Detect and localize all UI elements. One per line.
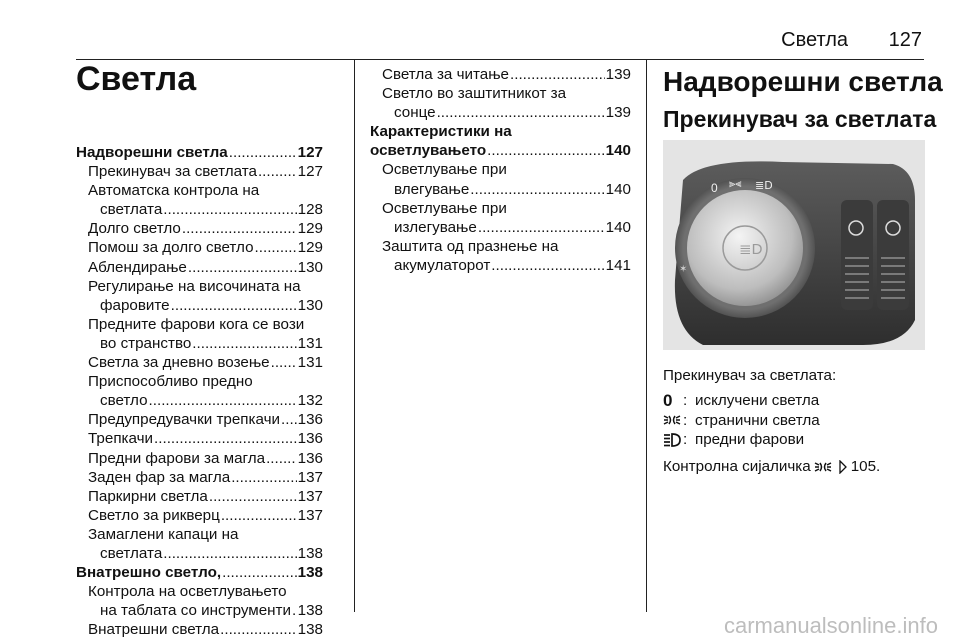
- header-page-number: 127: [888, 29, 922, 51]
- toc-entry[interactable]: [76, 487, 323, 506]
- toc-leader-dots: [222, 563, 297, 582]
- header-rule: [76, 59, 924, 60]
- toc-entry[interactable]: [76, 200, 323, 219]
- toc-entry-title: Паркирни светла: [88, 487, 208, 505]
- toc-entry-title: Светло за рикверц: [88, 506, 220, 524]
- toc-entry: Светло во заштитникот за: [382, 85, 567, 103]
- toc-entry[interactable]: [76, 353, 323, 372]
- toc-entry-title: Надворешни светла: [76, 144, 228, 161]
- legend-text: исклучени светла: [695, 392, 820, 409]
- toc-leader-dots: [255, 238, 297, 257]
- toc-entry[interactable]: [76, 620, 323, 639]
- legend-text: странични светла: [695, 411, 820, 429]
- toc-page-number[interactable]: 140: [605, 142, 631, 160]
- sun-icon: ✶: [679, 264, 688, 275]
- toc-leader-dots: [266, 449, 297, 468]
- toc-page-number[interactable]: 127: [297, 144, 323, 161]
- toc-page-number[interactable]: 138: [297, 602, 323, 620]
- toc-page-number[interactable]: 129: [297, 239, 323, 257]
- column-divider: [354, 60, 355, 612]
- control-note-text: Контролна сијаличка: [663, 458, 811, 475]
- toc-leader-dots: [188, 258, 297, 277]
- toc-entry[interactable]: [76, 258, 323, 277]
- toc-entry[interactable]: [370, 65, 631, 84]
- toc-entry[interactable]: [370, 180, 631, 199]
- figure-caption: Прекинувач за светлата:: [663, 367, 837, 384]
- toc-page-number[interactable]: 132: [297, 392, 323, 410]
- toc-leader-dots: [258, 162, 297, 181]
- toc-leader-dots: [292, 601, 297, 620]
- toc-entry-title: светлата: [100, 544, 163, 562]
- header-section-title: Светла: [781, 29, 848, 51]
- toc-entry: Предните фарови кога се вози: [88, 315, 305, 333]
- toc-leader-dots: [231, 468, 296, 487]
- toc-page-number[interactable]: 138: [297, 564, 323, 582]
- toc-leader-dots: [209, 487, 297, 506]
- toc-page-number[interactable]: 140: [605, 218, 631, 236]
- fog-light-icon: ≣D: [739, 241, 763, 258]
- toc-entry-title: Предни фарови за магла: [88, 449, 266, 467]
- toc-entry-title: Долго светло: [88, 220, 181, 238]
- toc-leader-dots: [220, 620, 297, 639]
- toc-entry[interactable]: [76, 238, 323, 257]
- toc-leader-dots: [221, 506, 297, 525]
- toc-entry[interactable]: [370, 218, 631, 237]
- toc-leader-dots: [478, 218, 605, 237]
- toc-entry-title: сонце: [394, 104, 436, 122]
- toc-column-1: [76, 143, 323, 639]
- toc-entry[interactable]: [76, 449, 323, 468]
- toc-entry-title: Светла за читање: [382, 66, 510, 83]
- toc-entry[interactable]: [76, 296, 323, 315]
- headlight-icon: [663, 431, 683, 449]
- toc-entry: Осветлување при: [382, 199, 507, 217]
- toc-leader-dots: [154, 429, 297, 448]
- toc-entry-title: Помош за долго светло: [88, 239, 254, 257]
- control-lamp-reference: [663, 458, 880, 475]
- toc-page-number[interactable]: 137: [297, 468, 323, 486]
- toc-page-number[interactable]: 138: [297, 544, 323, 562]
- legend-list: [663, 391, 820, 450]
- toc-entry-title: Внатрешни светла: [88, 621, 220, 639]
- toc-page-number[interactable]: 129: [297, 220, 323, 238]
- toc-leader-dots: [163, 200, 296, 219]
- toc-leader-dots: [171, 296, 297, 315]
- toc-leader-dots: [491, 256, 604, 275]
- watermark: carmanualsonline.info: [723, 613, 938, 638]
- toc-entry: Приспособливо предно: [88, 373, 253, 391]
- toc-entry-title: на таблата со инструменти: [100, 602, 291, 620]
- toc-entry: Регулирање на височината на: [88, 277, 301, 295]
- toc-entry: Карактеристики на: [370, 123, 512, 141]
- legend-item: 0 : исклучени светла: [663, 391, 820, 410]
- toc-page-number[interactable]: 131: [297, 354, 323, 372]
- toc-entry-title: Предупредувачки трепкачи: [88, 411, 281, 429]
- toc-page-number[interactable]: 137: [297, 506, 323, 524]
- toc-entry[interactable]: [76, 410, 323, 429]
- toc-page-number[interactable]: 139: [605, 104, 631, 122]
- headlight-icon: ≣D: [755, 179, 773, 192]
- control-note-page-ref[interactable]: 105.: [850, 458, 881, 475]
- legend-item: : предни фарови: [663, 430, 820, 450]
- toc-entry[interactable]: [370, 141, 631, 160]
- toc-entry-title: Светла за дневно возење: [88, 354, 270, 372]
- toc-entry: Замаглени капаци на: [88, 525, 239, 543]
- toc-page-number[interactable]: 136: [297, 430, 323, 448]
- toc-entry-title: Прекинувач за светлата: [88, 163, 257, 181]
- legend-item: : странични светла: [663, 411, 820, 431]
- parking-lights-icon: [814, 460, 832, 474]
- toc-leader-dots: [437, 103, 605, 122]
- toc-page-number[interactable]: 138: [297, 621, 323, 639]
- subsection-title: Прекинувач за светлата: [663, 106, 937, 132]
- toc-leader-dots: [281, 410, 297, 429]
- toc-entry[interactable]: [76, 506, 323, 525]
- toc-page-number[interactable]: 131: [297, 334, 323, 352]
- toc-leader-dots: [487, 141, 605, 160]
- toc-entry: Контрола на осветлувањето: [88, 583, 287, 601]
- toc-leader-dots: [149, 391, 297, 410]
- legend-text: предни фарови: [695, 431, 805, 448]
- toc-entry-title: светло: [100, 392, 148, 410]
- toc-entry: Заштита од празнење на: [382, 237, 559, 255]
- toc-column-2: [370, 65, 631, 275]
- toc-page-number[interactable]: 141: [605, 256, 631, 274]
- toc-page-number[interactable]: 130: [297, 296, 323, 314]
- toc-entry-title: светлата: [100, 201, 163, 219]
- off-zero-icon: 0: [711, 181, 718, 195]
- toc-entry[interactable]: [76, 429, 323, 448]
- light-switch-figure: [663, 140, 925, 350]
- page-reference-arrow-icon: [838, 460, 848, 474]
- toc-page-number[interactable]: 137: [297, 487, 323, 505]
- toc-entry[interactable]: [370, 103, 631, 122]
- toc-entry-title: излегување: [394, 218, 477, 236]
- toc-entry[interactable]: [76, 162, 323, 181]
- toc-page-number[interactable]: 136: [297, 449, 323, 467]
- parking-lights-icon: ⫸⫷: [729, 177, 742, 190]
- toc-page-number[interactable]: 139: [605, 66, 631, 83]
- toc-entry-title: Абленди​рање: [88, 258, 187, 276]
- toc-entry[interactable]: [76, 468, 323, 487]
- section-title: Надворешни светла: [663, 66, 943, 97]
- dimmer-wheel: [841, 200, 873, 310]
- toc-entry-title: Трепкачи: [88, 430, 154, 448]
- toc-page-number[interactable]: 136: [297, 411, 323, 429]
- toc-page-number[interactable]: 130: [297, 258, 323, 276]
- off-zero-icon: 0: [663, 391, 673, 410]
- toc-leader-dots: [163, 544, 296, 563]
- toc-entry: Автоматска контрола на: [88, 182, 260, 200]
- toc-leader-dots: [229, 143, 297, 162]
- toc-entry: Осветлување при: [382, 161, 507, 179]
- toc-entry[interactable]: [76, 544, 323, 563]
- toc-page-number[interactable]: 140: [605, 180, 631, 198]
- toc-page-number[interactable]: 127: [297, 163, 323, 181]
- toc-page-number[interactable]: 128: [297, 201, 323, 219]
- page-header: [0, 27, 960, 51]
- chapter-title: Светла: [76, 60, 197, 98]
- toc-leader-dots: [271, 353, 297, 372]
- parking-lights-icon: [663, 411, 683, 429]
- toc-entry[interactable]: [76, 219, 323, 238]
- toc-entry-title: влегување: [394, 180, 470, 198]
- toc-entry[interactable]: [76, 334, 323, 353]
- toc-entry-title: во странство: [100, 334, 192, 352]
- toc-entry[interactable]: [76, 143, 323, 162]
- toc-entry-title: Внатрешно светло,: [76, 564, 222, 582]
- toc-leader-dots: [182, 219, 297, 238]
- toc-entry[interactable]: [370, 256, 631, 275]
- toc-leader-dots: [192, 334, 296, 353]
- toc-entry-title: Заден фар за магла: [88, 468, 231, 486]
- toc-entry[interactable]: [76, 391, 323, 410]
- light-switch-illustration: [663, 140, 925, 350]
- toc-entry-title: акумулаторот: [394, 256, 491, 274]
- column-divider: [646, 60, 647, 612]
- toc-entry[interactable]: [76, 601, 323, 620]
- toc-entry-title: осветлувањето: [370, 142, 487, 160]
- headlight-range-wheel: [877, 200, 909, 310]
- toc-entry-title: фаровите: [100, 296, 170, 314]
- toc-leader-dots: [510, 65, 605, 84]
- toc-entry[interactable]: [76, 563, 323, 582]
- toc-leader-dots: [470, 180, 604, 199]
